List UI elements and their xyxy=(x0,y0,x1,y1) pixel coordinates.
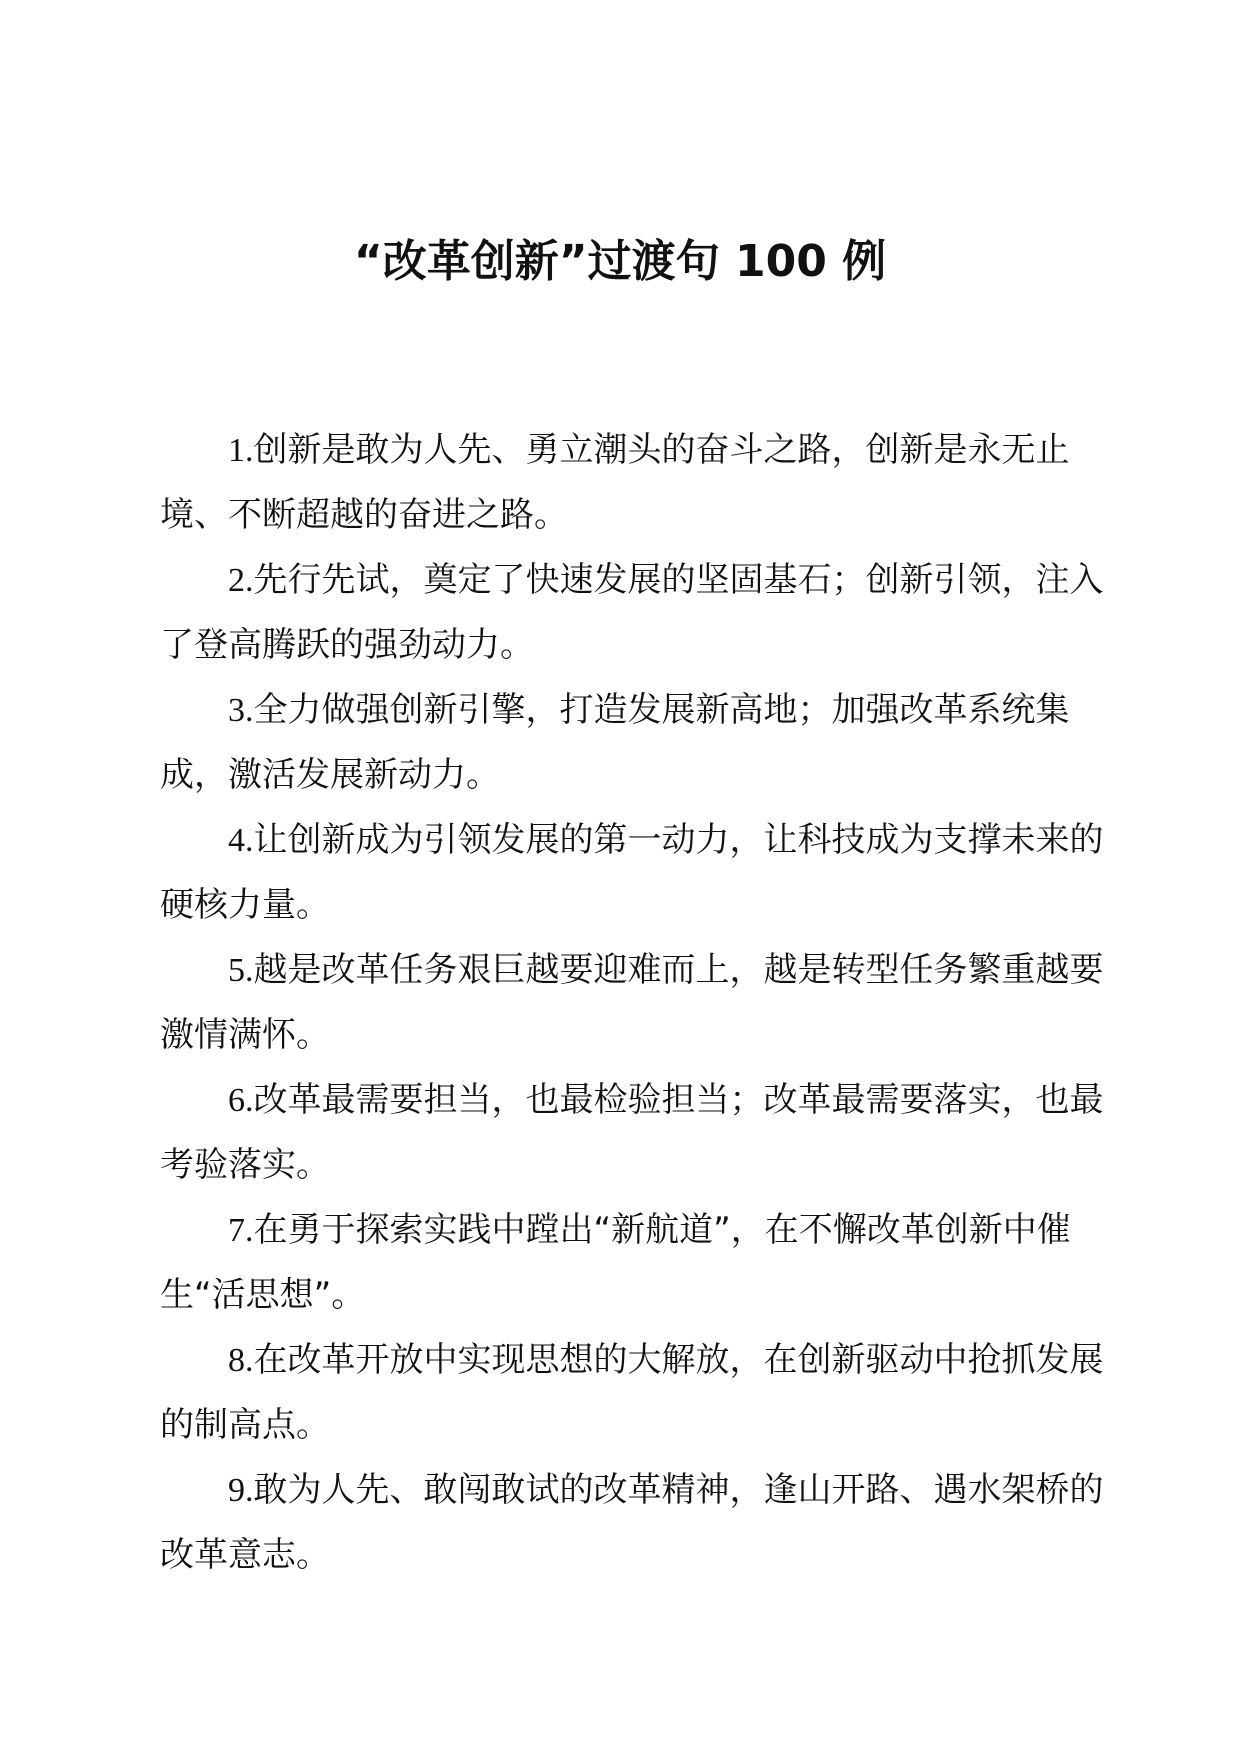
item-number: 5. xyxy=(228,952,254,989)
item-text: 先行先试，奠定了快速发展的坚固基石；创新引领，注入了登高腾跃的强劲动力。 xyxy=(160,560,1104,665)
list-item-5 xyxy=(160,938,1120,1068)
item-number: 2. xyxy=(228,562,254,599)
list-item-8 xyxy=(160,1328,1120,1458)
item-number: 6. xyxy=(228,1082,254,1119)
item-number: 7. xyxy=(228,1212,254,1249)
item-number: 9. xyxy=(228,1472,254,1509)
list-item-3 xyxy=(160,678,1120,808)
item-text: 越是改革任务艰巨越要迎难而上，越是转型任务繁重越要激情满怀。 xyxy=(160,950,1104,1055)
list-item-2 xyxy=(160,548,1120,678)
list-item-9 xyxy=(160,1458,1120,1588)
list-item-7 xyxy=(160,1198,1120,1328)
item-text: 让创新成为引领发展的第一动力，让科技成为支撑未来的硬核力量。 xyxy=(160,820,1104,925)
item-text: 创新是敢为人先、勇立潮头的奋斗之路，创新是永无止境、不断超越的奋进之路。 xyxy=(160,430,1070,535)
item-number: 3. xyxy=(228,692,254,729)
item-text: 在勇于探索实践中蹚出“新航道”，在不懈改革创新中催生“活思想”。 xyxy=(160,1210,1071,1315)
list-item-4 xyxy=(160,808,1120,938)
item-text: 改革最需要担当，也最检验担当；改革最需要落实，也最考验落实。 xyxy=(160,1080,1104,1185)
item-number: 4. xyxy=(228,822,254,859)
list-item-6 xyxy=(160,1068,1120,1198)
document-title: “改革创新”过渡句 100 例 xyxy=(353,236,887,287)
item-text: 敢为人先、敢闯敢试的改革精神，逢山开路、遇水架桥的改革意志。 xyxy=(160,1470,1104,1575)
document-body xyxy=(160,418,1120,1588)
item-number: 8. xyxy=(228,1342,254,1379)
list-item-1 xyxy=(160,418,1120,548)
item-text: 在改革开放中实现思想的大解放，在创新驱动中抢抓发展的制高点。 xyxy=(160,1340,1104,1445)
item-number: 1. xyxy=(228,432,254,469)
item-text: 全力做强创新引擎，打造发展新高地；加强改革系统集成，激活发展新动力。 xyxy=(160,690,1070,795)
